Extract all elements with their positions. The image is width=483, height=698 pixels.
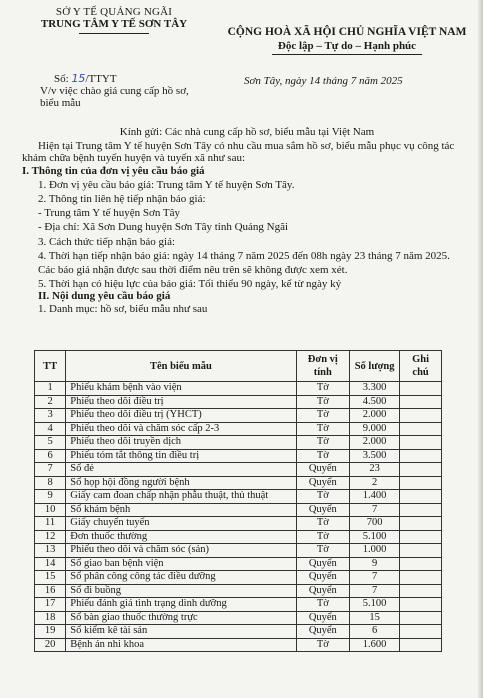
number-handwritten: 15 bbox=[71, 72, 86, 85]
table-header-row bbox=[35, 351, 442, 382]
table-row bbox=[35, 490, 442, 504]
cell-note bbox=[400, 638, 442, 652]
item-4: 4. Thời hạn tiếp nhận báo giá: ngày 14 tháng 7 năm 2025 đến 08h ngày 23 tháng 7 năm 2025. bbox=[38, 249, 450, 262]
issuing-org: TRUNG TÂM Y TẾ SƠN TÂY bbox=[40, 18, 188, 30]
cell-note bbox=[400, 598, 442, 612]
cell-name: Sổ bàn giao thuốc thường trực bbox=[66, 611, 296, 625]
cell-note bbox=[400, 611, 442, 625]
cell-tt: 10 bbox=[35, 503, 66, 517]
cell-unit: Tờ bbox=[296, 638, 349, 652]
recipient-line: Kính gửi: Các nhà cung cấp hồ sơ, biểu mẫu tại Việt Nam bbox=[119, 126, 375, 138]
cell-name: Sổ phân công công tác điều dưỡng bbox=[66, 571, 296, 585]
cell-tt: 9 bbox=[35, 490, 66, 504]
table-row bbox=[35, 611, 442, 625]
cell-qty: 700 bbox=[350, 517, 400, 531]
national-header bbox=[218, 26, 476, 55]
intro-paragraph: Hiện tại Trung tâm Y tế huyện Sơn Tây có nhu cầu mua sắm hồ sơ, biểu mẫu phục vụ công tác khám chữa bệnh tuyến huyện và tuyến xã như sau: bbox=[22, 140, 455, 165]
cell-tt: 19 bbox=[35, 625, 66, 639]
issuer-block bbox=[24, 6, 204, 34]
header-tt: TT bbox=[35, 351, 66, 382]
cell-unit: Quyển bbox=[296, 463, 349, 477]
cell-tt: 20 bbox=[35, 638, 66, 652]
item-1: 1. Đơn vị yêu cầu báo giá: Trung tâm Y tế huyện Sơn Tây. bbox=[38, 178, 295, 191]
national-motto: Độc lập – Tự do – Hạnh phúc bbox=[277, 40, 417, 52]
list-label: 1. Danh mục: hồ sơ, biểu mẫu như sau bbox=[38, 302, 208, 315]
cell-unit: Tờ bbox=[296, 436, 349, 450]
parent-org: SỞ Y TẾ QUẢNG NGÃI bbox=[55, 6, 173, 18]
motto-underline bbox=[272, 54, 422, 55]
table-row bbox=[35, 503, 442, 517]
cell-name: Bệnh án nhi khoa bbox=[66, 638, 296, 652]
cell-tt: 7 bbox=[35, 463, 66, 477]
cell-unit: Tờ bbox=[296, 517, 349, 531]
subject-line: V/v việc chào giá cung cấp hồ sơ, biểu mẫu bbox=[40, 85, 189, 109]
cell-note bbox=[400, 584, 442, 598]
cell-tt: 2 bbox=[35, 395, 66, 409]
cell-qty: 2.000 bbox=[350, 436, 400, 450]
page-edge-shadow bbox=[477, 0, 483, 698]
cell-unit: Tờ bbox=[296, 422, 349, 436]
cell-note bbox=[400, 422, 442, 436]
table-row bbox=[35, 436, 442, 450]
section-1-title: I. Thông tin của đơn vị yêu cầu báo giá bbox=[22, 164, 205, 177]
country-name: CỘNG HOÀ XÃ HỘI CHỦ NGHĨA VIỆT NAM bbox=[227, 26, 467, 38]
cell-note bbox=[400, 382, 442, 396]
header-qty: Số lượng bbox=[350, 351, 400, 382]
cell-name: Sổ đi buồng bbox=[66, 584, 296, 598]
letter-body bbox=[22, 126, 472, 315]
cell-tt: 17 bbox=[35, 598, 66, 612]
cell-note bbox=[400, 449, 442, 463]
cell-note bbox=[400, 409, 442, 423]
document-number bbox=[54, 72, 117, 85]
item-2: 2. Thông tin liên hệ tiếp nhận báo giá: bbox=[38, 193, 206, 206]
cell-tt: 18 bbox=[35, 611, 66, 625]
cell-note bbox=[400, 530, 442, 544]
cell-tt: 6 bbox=[35, 449, 66, 463]
cell-unit: Quyển bbox=[296, 625, 349, 639]
cell-name: Phiếu khám bệnh vào viện bbox=[66, 382, 296, 396]
cell-qty: 9.000 bbox=[350, 422, 400, 436]
cell-qty: 3.500 bbox=[350, 449, 400, 463]
cell-qty: 3.300 bbox=[350, 382, 400, 396]
cell-name: Giấy chuyển tuyến bbox=[66, 517, 296, 531]
cell-note bbox=[400, 571, 442, 585]
cell-name: Đơn thuốc thường bbox=[66, 530, 296, 544]
table-row bbox=[35, 463, 442, 477]
cell-name: Sổ đẻ bbox=[66, 463, 296, 477]
cell-name: Sổ khám bệnh bbox=[66, 503, 296, 517]
item-5: 5. Thời hạn có hiệu lực của báo giá: Tối thiểu 90 ngày, kể từ ngày ký bbox=[38, 278, 342, 291]
table-row bbox=[35, 584, 442, 598]
table-row bbox=[35, 571, 442, 585]
table-row bbox=[35, 382, 442, 396]
table-row bbox=[35, 625, 442, 639]
cell-qty: 1.400 bbox=[350, 490, 400, 504]
cell-qty: 2.000 bbox=[350, 409, 400, 423]
cell-name: Phiếu theo dõi truyền dịch bbox=[66, 436, 296, 450]
table-row bbox=[35, 598, 442, 612]
cell-note bbox=[400, 476, 442, 490]
cell-qty: 6 bbox=[350, 625, 400, 639]
cell-unit: Quyển bbox=[296, 503, 349, 517]
cell-unit: Quyển bbox=[296, 476, 349, 490]
cell-unit: Tờ bbox=[296, 449, 349, 463]
cell-tt: 3 bbox=[35, 409, 66, 423]
cell-note bbox=[400, 544, 442, 558]
cell-note bbox=[400, 490, 442, 504]
header-name: Tên biểu mẫu bbox=[66, 351, 296, 382]
cell-unit: Tờ bbox=[296, 395, 349, 409]
cell-qty: 7 bbox=[350, 584, 400, 598]
cell-note bbox=[400, 625, 442, 639]
table-row bbox=[35, 530, 442, 544]
cell-qty: 2 bbox=[350, 476, 400, 490]
cell-unit: Quyển bbox=[296, 557, 349, 571]
item-2b: - Địa chỉ: Xã Sơn Dung huyện Sơn Tây tỉnh Quảng Ngãi bbox=[38, 221, 289, 234]
cell-qty: 5.100 bbox=[350, 598, 400, 612]
table-row bbox=[35, 557, 442, 571]
table-row bbox=[35, 476, 442, 490]
cell-name: Sổ họp hội đồng người bệnh bbox=[66, 476, 296, 490]
item-3: 3. Cách thức tiếp nhận báo giá: bbox=[38, 235, 176, 248]
cell-qty: 7 bbox=[350, 503, 400, 517]
item-2a: - Trung tâm Y tế huyện Sơn Tây bbox=[38, 207, 180, 220]
table-row bbox=[35, 409, 442, 423]
cell-tt: 1 bbox=[35, 382, 66, 396]
cell-qty: 5.100 bbox=[350, 530, 400, 544]
table-row bbox=[35, 449, 442, 463]
cell-unit: Quyển bbox=[296, 611, 349, 625]
cell-tt: 16 bbox=[35, 584, 66, 598]
cell-qty: 1.600 bbox=[350, 638, 400, 652]
cell-note bbox=[400, 557, 442, 571]
cell-name: Sổ kiểm kê tài sản bbox=[66, 625, 296, 639]
cell-qty: 23 bbox=[350, 463, 400, 477]
table-row bbox=[35, 517, 442, 531]
cell-unit: Tờ bbox=[296, 544, 349, 558]
cell-unit: Tờ bbox=[296, 598, 349, 612]
cell-name: Phiếu theo dõi điều trị bbox=[66, 395, 296, 409]
cell-note bbox=[400, 503, 442, 517]
issuer-underline bbox=[79, 33, 149, 34]
table-body bbox=[35, 382, 442, 652]
cell-tt: 12 bbox=[35, 530, 66, 544]
cell-note bbox=[400, 463, 442, 477]
cell-name: Phiếu theo dõi điều trị (YHCT) bbox=[66, 409, 296, 423]
table-row bbox=[35, 422, 442, 436]
item-4-note: Các báo giá nhận được sau thời điểm nêu trên sẽ không được xem xét. bbox=[38, 264, 348, 277]
cell-name: Phiếu đánh giá tình trạng dinh dưỡng bbox=[66, 598, 296, 612]
cell-unit: Quyển bbox=[296, 571, 349, 585]
cell-unit: Tờ bbox=[296, 530, 349, 544]
cell-note bbox=[400, 517, 442, 531]
cell-name: Phiếu tóm tắt thông tin điều trị bbox=[66, 449, 296, 463]
issue-date: Sơn Tây, ngày 14 tháng 7 năm 2025 bbox=[244, 75, 403, 87]
cell-qty: 7 bbox=[350, 571, 400, 585]
cell-name: Phiếu theo dõi và chăm sóc cấp 2-3 bbox=[66, 422, 296, 436]
cell-tt: 8 bbox=[35, 476, 66, 490]
items-table bbox=[34, 350, 442, 652]
cell-qty: 15 bbox=[350, 611, 400, 625]
table-row bbox=[35, 395, 442, 409]
cell-tt: 13 bbox=[35, 544, 66, 558]
cell-note bbox=[400, 395, 442, 409]
cell-tt: 14 bbox=[35, 557, 66, 571]
header-unit: Đơn vị tính bbox=[296, 351, 349, 382]
cell-tt: 4 bbox=[35, 422, 66, 436]
cell-name: Phiếu theo dõi và chăm sóc (sản) bbox=[66, 544, 296, 558]
cell-qty: 9 bbox=[350, 557, 400, 571]
table-row bbox=[35, 544, 442, 558]
section-2-title: II. Nội dung yêu cầu báo giá bbox=[38, 290, 171, 303]
cell-name: Giấy cam đoan chấp nhận phẫu thuật, thủ thuật bbox=[66, 490, 296, 504]
cell-tt: 11 bbox=[35, 517, 66, 531]
cell-unit: Tờ bbox=[296, 382, 349, 396]
cell-unit: Quyển bbox=[296, 584, 349, 598]
cell-note bbox=[400, 436, 442, 450]
cell-qty: 4.500 bbox=[350, 395, 400, 409]
cell-unit: Tờ bbox=[296, 490, 349, 504]
number-suffix: /TTYT bbox=[85, 73, 117, 85]
cell-name: Sổ giao ban bệnh viện bbox=[66, 557, 296, 571]
header-note: Ghi chú bbox=[400, 351, 442, 382]
cell-tt: 5 bbox=[35, 436, 66, 450]
cell-tt: 15 bbox=[35, 571, 66, 585]
cell-unit: Tờ bbox=[296, 409, 349, 423]
table-row bbox=[35, 638, 442, 652]
number-prefix: Số: bbox=[54, 73, 69, 85]
cell-qty: 1.000 bbox=[350, 544, 400, 558]
